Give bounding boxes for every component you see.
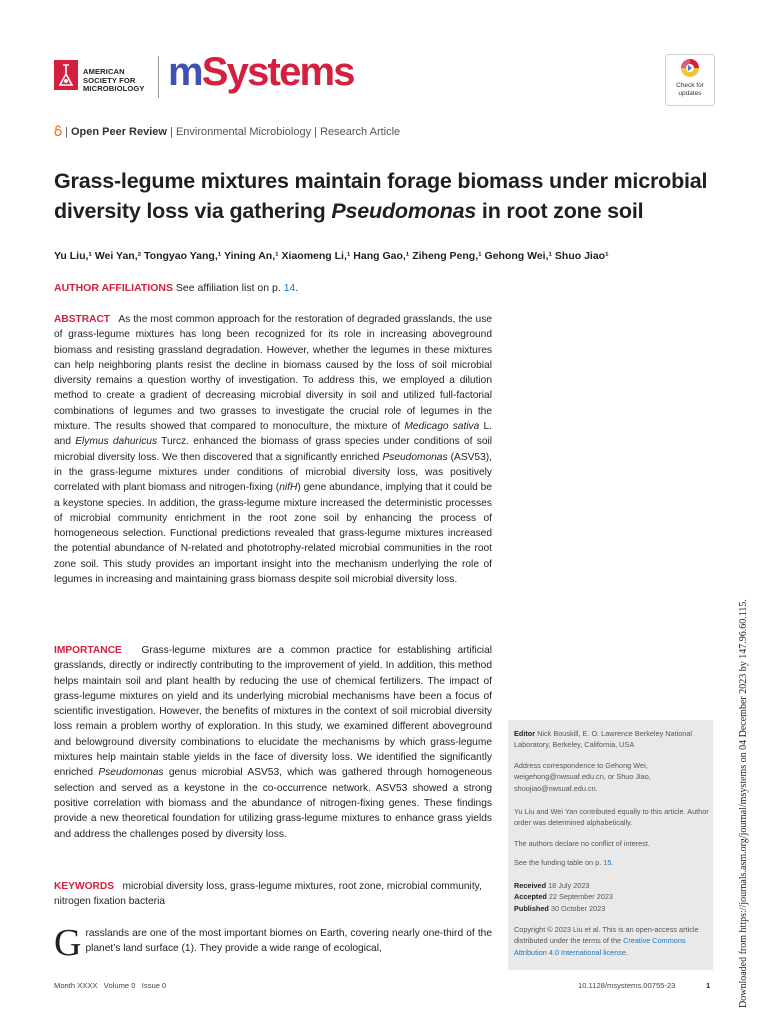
open-access-icon <box>54 125 62 136</box>
article-type: Research Article <box>320 126 401 138</box>
funding-page-link[interactable]: 15 <box>603 858 612 867</box>
society-name: AMERICAN SOCIETY FOR MICROBIOLOGY <box>83 67 145 94</box>
article-info-sidebar <box>508 720 713 970</box>
flask-icon <box>54 60 78 90</box>
keywords: KEYWORDS microbial diversity loss, grass-legume mixtures, root zone, microbial community, nitrogen fixation bacteria <box>54 881 482 908</box>
drop-cap: G <box>54 922 82 964</box>
footer-doi[interactable]: 10.1128/msystems.00755-23 <box>578 981 676 990</box>
copyright-notice: Copyright © 2023 Liu et al. This is an open-access article distributed under the terms of the Creative Commons Attribution 4.0 International license. <box>514 925 699 957</box>
author-affiliations: AUTHOR AFFILIATIONS See affiliation list on p. 14. <box>54 282 299 294</box>
article-dates: Received 18 July 2023 Accepted 22 September 2023 Published 30 October 2023 <box>514 881 613 913</box>
license-link[interactable]: Creative Commons Attribution 4.0 International license <box>514 936 686 957</box>
affiliation-page-link[interactable]: 14 <box>283 282 296 294</box>
open-peer-review-link[interactable]: Open Peer Review <box>70 126 167 138</box>
author-list: Yu Liu,¹ Wei Yan,² Tongyao Yang,¹ Yining An,¹ Xiaomeng Li,¹ Hang Gao,¹ Ziheng Peng,¹ Gehong Wei,¹ Shuo Jiao¹ <box>54 250 609 262</box>
crossmark-icon <box>680 58 700 78</box>
page-number: 1 <box>706 981 711 990</box>
check-for-updates-button[interactable] <box>665 54 715 106</box>
article-title: Grass-legume mixtures maintain forage biomass under microbial diversity loss via gathering Pseudomonas in root zone soil <box>54 169 708 223</box>
badge-label: Check for updates <box>676 82 704 97</box>
download-watermark: Downloaded from https://journals.asm.org/journal/msystems on 04 December 2023 by 147.96.60.115. <box>738 599 749 1008</box>
journal-header <box>54 50 714 104</box>
keywords-label: KEYWORDS <box>54 881 114 892</box>
logo-divider <box>158 56 159 98</box>
section-name: Environmental Microbiology <box>175 126 312 138</box>
abstract: ABSTRACT As the most common approach for the restoration of degraded grasslands, the use of grass-legume mixtures has long been recognized for its role in increasing aboveground biomass and resisting grassland degradation. However, whether the legumes in these mixtures can help neighboring plants resist the decline in biomass caused by the loss of soil microbial diversity remains a question worthy of investigation. To address this, we employed a dilution method to create a gradient of decreasing microbial diversity in soil and utilized full-factorial combinations of legumes and two grasses to investigate the crucial role of legumes in the mixture. The results showed that compared to monoculture, the mixture of Medicago sativa L. and Elymus dahuricus Turcz. enhanced the biomass of grass species under conditions of soil microbial diversity loss. We then discovered that a significantly enriched Pseudomonas (ASV53), in the grass-legume mixtures under conditions of microbial diversity loss, was positively correlated with plant biomass and nitrogen-fixing (nifH) gene abundance, implying that it could be a keystone species. In addition, the grass-legume mixture increased the deterministic processes of microbial community enrichment in the root zone soil by enhancing the process of homogeneous selection. Functional predictions revealed that grass-legume mixtures increased the potential abundance of N-related and phototrophy-related microbial communities in the root zone soil. This study provides an important insight into the mechanism underlying the role of legumes in increasing and maintaining grass biomass despite soil microbial diversity loss. <box>54 314 493 586</box>
body-paragraph: Grasslands are one of the most important biomes on Earth, covering nearly one-third of the planet’s land surface (1). They provide a wide range of ecological, <box>54 922 492 964</box>
correspondence: Address correspondence to Gehong Wei, weigehong@nwsuaf.edu.cn, or Shuo Jiao, shuojiao@nwsuaf.edu.cn. <box>514 761 651 793</box>
editor-info: Editor Nick Bouskill, E. O. Lawrence Berkeley National Laboratory, Berkeley, California, USA <box>514 729 693 750</box>
journal-title: mSystems <box>168 50 354 94</box>
importance-section: IMPORTANCE Grass-legume mixtures are a common practice for establishing artificial grasslands, directly or indirectly contributing to the improvement of yield. In addition, this method helps maintain soil and plant health by reducing the use of chemical fertilizers. The impact of grass-legume mixtures on yield and its underlying microbial mechanisms have been a focus of scientific investigation. However, the benefits of mixtures in the context of soil microbial diversity loss remain a problem worthy of exploration. In this study, we examined different aboveground and belowground diversity combinations to elucidate the mechanisms by which grass-legume mixtures help maintain stable yields in the face of diversity loss. We identified the significantly enriched Pseudomonas genus microbial ASV53, which was gathered through homogeneous selection and served as a keystone in the co-occurrence network. ASV53 showed a strong positive correlation with biomass and the abundance of nitrogen-fixing genes. These findings provide a new theoretical foundation for utilizing grass-legume mixtures to enhance grass yields and address the challenges posed by diversity loss. <box>54 645 492 840</box>
asm-logo[interactable] <box>54 54 154 100</box>
affiliations-label[interactable]: AUTHOR AFFILIATIONS <box>54 282 173 294</box>
journal-logo[interactable] <box>166 50 366 102</box>
abstract-label: ABSTRACT <box>54 314 111 325</box>
funding-note: See the funding table on p. 15. <box>514 858 614 867</box>
conflict-statement: The authors declare no conflict of interest. <box>514 839 650 848</box>
article-meta: | Open Peer Review | Environmental Microbiology | Research Article <box>54 125 400 138</box>
equal-contribution-note: Yu Liu and Wei Yan contributed equally to this article. Author order was determined alphabetically. <box>514 807 709 828</box>
footer-issue: Month XXXX Volume 0 Issue 0 <box>54 981 167 990</box>
importance-label: IMPORTANCE <box>54 645 122 656</box>
